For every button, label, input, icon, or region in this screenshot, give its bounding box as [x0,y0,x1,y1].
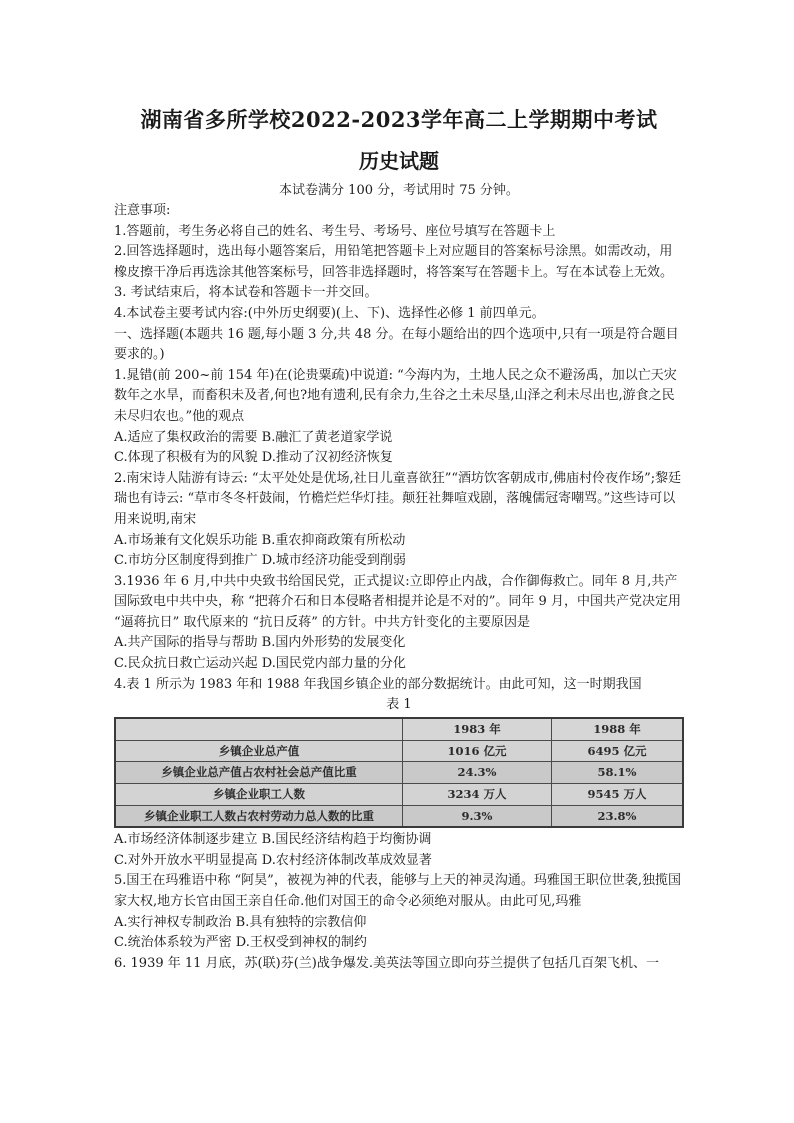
section-heading: 一、选择题(本题共 16 题,每小题 3 分,共 48 分。在每小题给出的四个选项中,只有一项是符合题目要求的。) [114,326,679,363]
table-cell: 1016 亿元 [403,740,552,762]
question-stem: 2.南宋诗人陆游有诗云: “太平处处是优场,社日儿童喜欲狂”“酒坊饮客朝成市,佛庙村伶夜作场”;黎廷瑞也有诗云: “草市冬冬杆鼓闹，竹檐烂烂华灯挂。颠狂社舞喧戏剧，落魄儒冠寄嘲骂。”这些诗可以用来说明,南宋 [114,470,682,527]
question-option: C.体现了积极有为的风貌 D.推动了汉初经济恢复 [114,450,393,466]
table-cell: 23.8% [552,805,684,827]
table-header-row [115,718,683,740]
stats-table-wrapper [114,717,684,828]
table-cell: 3234 万人 [403,784,552,806]
table-header-cell [115,718,403,740]
question-option: A.实行神权专制政治 B.具有独特的宗教信仰 [114,914,367,930]
table-row [115,805,683,827]
table-header-cell: 1983 年 [403,718,552,740]
question-option: A.市场经济体制逐步建立 B.国民经济结构趋于均衡协调 [114,832,432,848]
question-option: A.适应了集权政治的需要 B.融汇了黄老道家学说 [114,429,393,445]
table-row-label: 乡镇企业职工人数占农村劳动力总人数的比重 [115,805,403,827]
exam-body [114,201,684,974]
table-row [115,762,683,784]
notice-item: 2.回答选择题时，选出每小题答案后，用铅笔把答题卡上对应题目的答案标号涂黑。如需改动，用橡皮擦干净后再选涂其他答案标号，回答非选择题时，将答案写在答题卡上。写在本试卷上无效。 [114,244,674,280]
table-caption: 表 1 [386,697,412,713]
table-cell: 24.3% [403,762,552,784]
notice-heading: 注意事项: [114,203,171,218]
table-row [115,784,683,806]
question-stem: 1.晁错(前 200~前 154 年)在(论贵粟疏)中说道: “今海内为，土地人民之众不避汤禹，加以亡天灾数年之水旱，而畜积未及者,何也?地有遗利,民有余力,生谷之土未尽垦,山泽之利未尽出也,游食之民未尽归农也。”他的观点 [114,367,677,424]
notice-item: 1.答题前，考生务必将自己的姓名、考生号、考场号、座位号填写在答题卡上 [114,223,556,239]
notice-item: 4.本试卷主要考试内容:(中外历史纲要)(上、下)、选择性必修 1 前四单元。 [114,305,545,321]
notice-item: 3. 考试结束后，将本试卷和答题卡一并交回。 [114,285,378,301]
question-stem: 5.国王在玛雅语中称 “阿昊”，被视为神的代表，能够与上天的神灵沟通。玛雅国王职位世袭,独揽国家大权,地方长官由国王亲自任命.他们对国王的命令必须绝对服从。由此可见,玛雅 [114,873,681,909]
table-row-label: 乡镇企业职工人数 [115,784,403,806]
exam-info: 本试卷满分 100 分，考试用时 75 分钟。 [279,183,519,198]
question-stem: 3.1936 年 6 月,中共中央致书给国民党，正式提议:立即停止内战，合作御侮救亡。同年 8 月,共产国际致电中共中央，称 “把蒋介石和日本侵略者相提并论是不对的”。同年 9 月，中国共产党决定用 “逼蒋抗日” 取代原来的 “抗日反蒋” 的方针。中共方针变化的主要原因是 [114,573,681,630]
question-stem: 6. 1939 年 11 月底，苏(联)芬(兰)战争爆发.美英法等国立即向芬兰提供了包括几百架飞机、一 [114,955,659,971]
table-row-label: 乡镇企业总产值 [115,740,403,762]
stats-table [114,717,684,828]
question-option: C.对外开放水平明显提高 D.农村经济体制改革成效显著 [114,852,432,868]
question-option: C.统治体系较为严密 D.王权受到神权的制约 [114,935,367,951]
question-stem: 4.表 1 所示为 1983 年和 1988 年我国乡镇企业的部分数据统计。由此可知，这一时期我国 [114,676,642,692]
exam-title: 湖南省多所学校2022-2023学年高二上学期期中考试 [140,107,658,132]
exam-subtitle: 历史试题 [359,149,439,173]
question-option: C.市坊分区制度得到推广 D.城市经济功能受到削弱 [114,553,406,569]
question-option: C.民众抗日救亡运动兴起 D.国民党内部力量的分化 [114,656,406,672]
question-option: A.市场兼有文化娱乐功能 B.重农抑商政策有所松动 [114,532,406,548]
table-header-cell: 1988 年 [552,718,684,740]
table-row-label: 乡镇企业总产值占农村社会总产值比重 [115,762,403,784]
table-cell: 58.1% [552,762,684,784]
table-cell: 9.3% [403,805,552,827]
table-cell: 9545 万人 [552,784,684,806]
table-row [115,740,683,762]
table-cell: 6495 亿元 [552,740,684,762]
question-option: A.共产国际的指导与帮助 B.国内外形势的发展变化 [114,635,406,651]
